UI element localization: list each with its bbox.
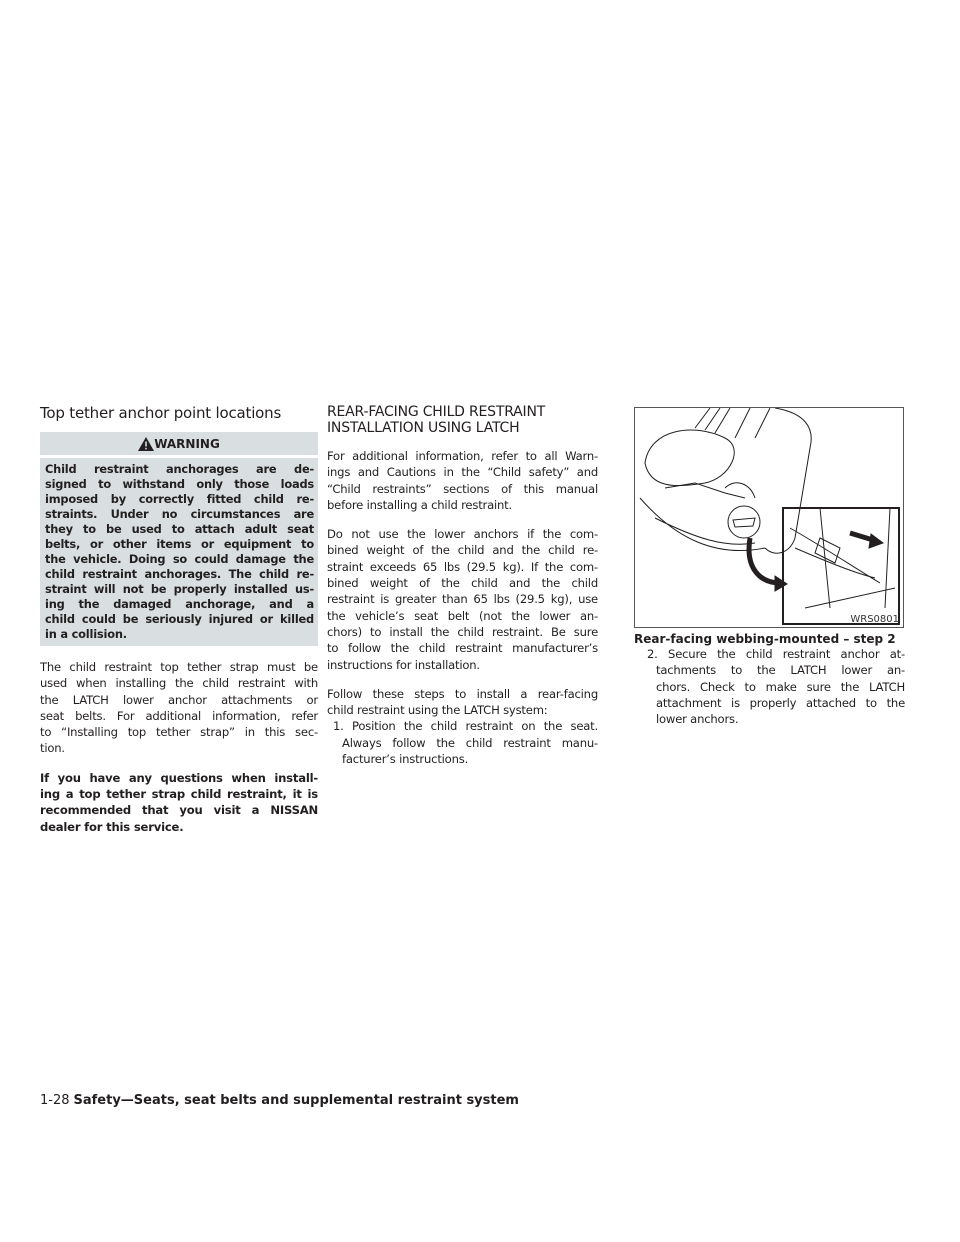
text-line: Child restraint anchorages are de-	[45, 462, 314, 476]
text-line: recommended that you visit a NISSAN	[40, 803, 318, 818]
text-line: the vehicle’s seat belt (not the lower an-	[327, 608, 598, 623]
text-line: “Child restraints” sections of this manual	[327, 481, 598, 496]
tether-paragraph	[40, 659, 318, 757]
figure-caption: Rear-facing webbing-mounted – step 2	[634, 632, 896, 646]
text-line: attachment is properly attached to the	[656, 695, 905, 710]
text-line: signed to withstand only those loads	[45, 477, 314, 491]
warning-label: WARNING	[154, 436, 220, 451]
text-line: straints. Under no circumstances are	[45, 507, 314, 521]
step-1	[327, 718, 598, 767]
text-line: facturer’s instructions.	[342, 752, 469, 767]
text-line: For additional information, refer to all Warn-	[327, 449, 598, 463]
text-line: Always follow the child restraint manu-	[342, 735, 598, 750]
left-column	[40, 404, 318, 848]
heading-line: INSTALLATION USING LATCH	[327, 420, 520, 436]
text-line: child restraint anchorages. The child re-	[45, 567, 314, 581]
text-line: they to be used to attach adult seat	[45, 522, 314, 536]
text-line: before installing a child restraint.	[327, 497, 513, 512]
text-line: ing a top tether strap child restraint, it is	[40, 787, 318, 802]
info-paragraph	[327, 448, 598, 513]
text-line: 2. Secure the child restraint anchor at-	[647, 647, 905, 661]
text-line: used when installing the child restraint with	[40, 676, 318, 691]
right-column	[634, 632, 905, 727]
middle-column	[327, 404, 598, 767]
text-line: in a collision.	[45, 627, 127, 641]
text-line: ing the damaged anchorage, and a	[45, 597, 314, 611]
page-footer	[40, 1093, 519, 1108]
text-line: straint will not be properly installed us-	[45, 582, 314, 596]
text-line: Do not use the lower anchors if the com-	[327, 527, 598, 542]
text-line: dealer for this service.	[40, 819, 184, 834]
text-line: child restraint using the LATCH system:	[327, 703, 548, 718]
step-2	[641, 646, 905, 727]
text-line: If you have any questions when install-	[40, 770, 318, 785]
text-line: instructions for installation.	[327, 657, 480, 672]
text-line: seat belts. For additional information, refer	[40, 708, 318, 723]
text-line: chors. Check to make sure the LATCH	[656, 679, 905, 694]
text-line: 1. Position the child restraint on the seat.	[333, 719, 598, 734]
weight-paragraph	[327, 526, 598, 673]
text-line: Follow these steps to install a rear-facing	[327, 686, 598, 701]
text-line: restraint is greater than 65 lbs (29.5 kg), use	[327, 592, 598, 607]
latch-heading	[327, 404, 598, 436]
text-line: to follow the child restraint manufacturer’s	[327, 641, 598, 656]
steps-intro	[327, 686, 598, 719]
text-line: child could be seriously injured or killed	[45, 612, 314, 626]
text-line: to “Installing top tether strap” in this sec-	[40, 725, 318, 740]
text-line: ings and Cautions in the “Child safety” and	[327, 465, 598, 480]
text-line: the LATCH lower anchor attachments or	[40, 692, 318, 707]
text-line: imposed by correctly fitted child re-	[45, 492, 314, 506]
text-line: bined weight of the child and the child	[327, 576, 598, 591]
text-line: belts, or other items or equipment to	[45, 537, 314, 551]
text-line: straint exceeds 65 lbs (29.5 kg). If the com-	[327, 559, 598, 574]
child-seat-illustration	[635, 408, 903, 627]
heading-line: REAR-FACING CHILD RESTRAINT	[327, 404, 546, 420]
text-line: chors) to install the child restraint. Be sure	[327, 624, 598, 639]
figure-id: WRS0801	[850, 614, 899, 625]
dealer-advice-paragraph	[40, 770, 318, 835]
text-line: the vehicle. Doing so could damage the	[45, 552, 314, 566]
page-number: 1-28	[40, 1093, 70, 1108]
text-line: lower anchors.	[656, 712, 739, 727]
warning-text	[40, 458, 318, 646]
figure-rear-facing-step2	[634, 407, 904, 628]
section-heading: Top tether anchor point locations	[40, 404, 282, 422]
text-line: The child restraint top tether strap must be	[40, 660, 318, 674]
text-line: tachments to the LATCH lower an-	[656, 663, 905, 678]
warning-header	[40, 432, 318, 455]
warning-triangle-icon	[138, 437, 154, 451]
text-line: tion.	[40, 741, 65, 756]
section-title: Safety—Seats, seat belts and supplemental restraint system	[73, 1093, 519, 1108]
text-line: bined weight of the child and the child re-	[327, 543, 598, 558]
